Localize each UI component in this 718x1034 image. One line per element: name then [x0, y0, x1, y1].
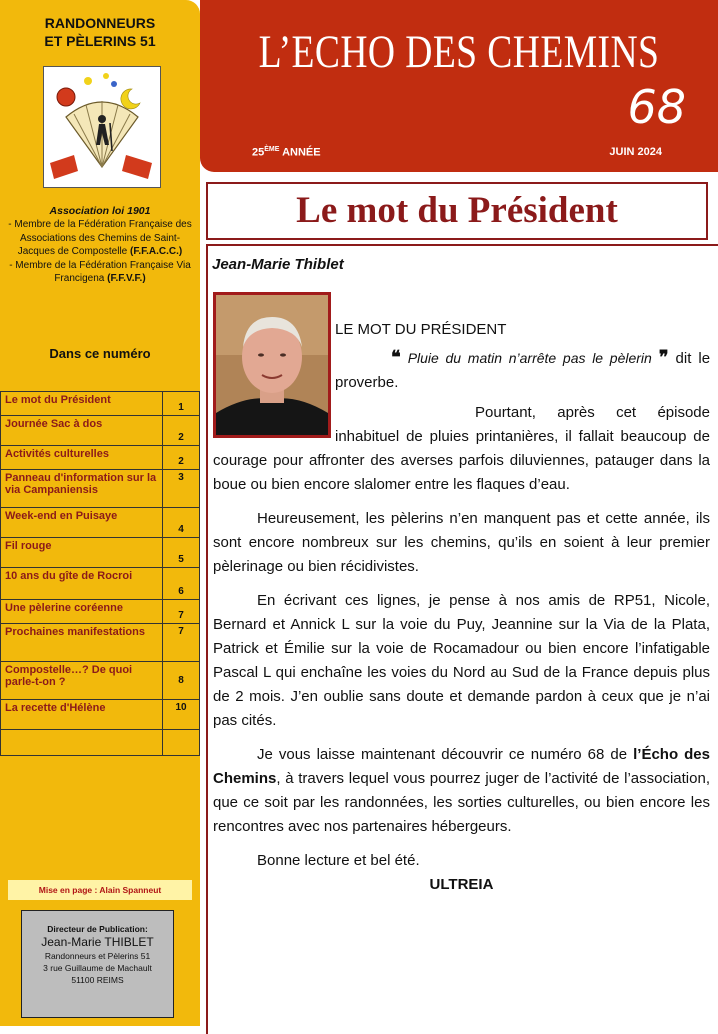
director-title: Directeur de Publication: — [47, 924, 148, 934]
toc-row[interactable] — [1, 568, 200, 600]
scallop-shell-logo-icon — [44, 67, 160, 187]
membership-ffacc-text: - Membre de la Fédération Française des Associations des Chemins de Saint-Jacques de Compostelle — [8, 219, 192, 258]
toc-row[interactable] — [1, 700, 200, 730]
toc-row[interactable] — [1, 624, 200, 662]
issue-number: 68 — [627, 80, 686, 134]
org-name-line2: ET PÈLERINS 51 — [44, 33, 156, 49]
association-title: Association loi 1901 — [49, 205, 151, 217]
toc-page: 2 — [163, 446, 200, 470]
toc-page: 3 — [163, 470, 200, 508]
year-number: 25 — [252, 146, 265, 159]
article-author: Jean-Marie Thiblet — [212, 256, 344, 273]
director-city: 51100 REIMS — [71, 975, 124, 985]
membership-ffacc — [8, 218, 192, 258]
toc-row[interactable] — [1, 446, 200, 470]
paragraph-1: Pourtant, après cet épisode inhabituel de pluies printanières, il fallait beaucoup de courage pour affronter des averses parfois diluviennes, patauger dans la boue ou bien encore slalomer entre les flaques d’eau. — [213, 404, 710, 493]
sidebar — [0, 0, 200, 1026]
photo-wrap-space — [213, 318, 335, 440]
membership-ffvf — [8, 259, 192, 286]
association-info — [8, 205, 192, 285]
toc-page: 7 — [163, 624, 200, 662]
director-name: Jean-Marie THIBLET — [41, 935, 154, 949]
director-street: 3 rue Guillaume de Machault — [43, 963, 152, 973]
association-logo — [43, 66, 161, 188]
membership-ffvf-abbr: (F.F.V.F.) — [107, 273, 146, 285]
article-heading: LE MOT DU PRÉSIDENT — [335, 321, 507, 338]
quote-open-icon: ❝ — [391, 347, 401, 368]
toc-label — [1, 730, 163, 756]
toc-label[interactable]: Panneau d'information sur la via Campaniensis — [1, 470, 163, 508]
toc-page — [163, 730, 200, 756]
newsletter-header — [200, 0, 718, 172]
signature: ULTREIA — [429, 876, 494, 893]
issue-date: JUIN 2024 — [609, 146, 662, 158]
org-name — [0, 14, 200, 50]
paragraph-3: En écrivant ces lignes, je pense à nos amis de RP51, Nicole, Bernard et Annick L sur la voie du Puy, Jeannine sur la Via de la Plata, Patrick et Émilie sur la voie de Rocamadour ou bien encore l’infatigable Pascal L qui enchaîne les voies du Nord au Sud de la France depuis plus de 2 mois. J’en oublie sans doute et demande pardon à ceux que je n’ai pas cités. — [213, 592, 710, 729]
toc-label[interactable]: Une pèlerine coréenne — [1, 600, 163, 624]
toc-label[interactable]: Compostelle…? De quoi parle-t-on ? — [1, 662, 163, 700]
year-word: ANNÉE — [282, 146, 321, 159]
proverb-quote: Pluie du matin n’arrête pas le pèlerin — [407, 350, 652, 366]
toc-label[interactable]: Fil rouge — [1, 538, 163, 568]
toc-page: 7 — [163, 600, 200, 624]
toc-label[interactable]: Activités culturelles — [1, 446, 163, 470]
toc-row[interactable] — [1, 470, 200, 508]
toc-title: Dans ce numéro — [49, 346, 151, 361]
toc-page: 10 — [163, 700, 200, 730]
layout-credit: Mise en page : Alain Spanneut — [8, 880, 192, 900]
year-suffix: ÈME — [264, 146, 280, 153]
quote-close-icon: ❞ — [658, 347, 669, 368]
article-body — [213, 318, 710, 897]
toc-row[interactable] — [1, 662, 200, 700]
toc-page: 2 — [163, 416, 200, 446]
paragraph-5: Bonne lecture et bel été. — [257, 852, 420, 869]
director-org: Randonneurs et Pèlerins 51 — [44, 951, 151, 961]
newsletter-name: l’Écho des Chemins — [213, 746, 710, 787]
quote-tail: dit le proverbe. — [335, 350, 711, 391]
toc-label[interactable]: Week-end en Puisaye — [1, 508, 163, 538]
toc-label[interactable]: Prochaines manifestations — [1, 624, 163, 662]
paragraph-4-end: , à travers lequel vous pourrez juger de l’activité de l’association, que ce soit par les randonnées, les sorties culturelles, ou bien encore les rencontres avec nos partenaires hébergeurs. — [213, 770, 710, 835]
paragraph-4-start: Je vous laisse maintenant découvrir ce numéro 68 de — [257, 746, 628, 763]
paragraph-4 — [213, 743, 710, 839]
membership-ffvf-text: - Membre de la Fédération Française Via Francigena — [9, 259, 191, 285]
toc-label[interactable]: 10 ans du gîte de Rocroi — [1, 568, 163, 600]
toc-label[interactable]: La recette d'Hélène — [1, 700, 163, 730]
membership-ffacc-abbr: (F.F.A.C.C.) — [130, 246, 183, 258]
toc-page: 6 — [163, 568, 200, 600]
toc-row[interactable] — [1, 538, 200, 568]
toc-row[interactable] — [1, 416, 200, 446]
toc-row — [1, 730, 200, 756]
toc-label[interactable]: Le mot du Président — [1, 392, 163, 416]
publication-director-box — [21, 910, 174, 1018]
toc-label[interactable]: Journée Sac à dos — [1, 416, 163, 446]
toc-page: 4 — [163, 508, 200, 538]
article-title: Le mot du Président — [206, 182, 708, 240]
toc-page: 5 — [163, 538, 200, 568]
masthead-title: L’ECHO DES CHEMINS — [258, 26, 660, 78]
edition-year — [252, 146, 321, 159]
toc-row[interactable] — [1, 392, 200, 416]
paragraph-2: Heureusement, les pèlerins n’en manquent pas et cette année, ils sont encore nombreux sur les chemins, qu’ils en soient à leur premier pèlerinage ou bien récidivistes. — [213, 510, 710, 575]
toc-page: 1 — [163, 392, 200, 416]
table-of-contents — [0, 391, 200, 756]
toc-page: 8 — [163, 662, 200, 700]
toc-row[interactable] — [1, 600, 200, 624]
toc-row[interactable] — [1, 508, 200, 538]
org-name-line1: RANDONNEURS — [44, 15, 156, 31]
